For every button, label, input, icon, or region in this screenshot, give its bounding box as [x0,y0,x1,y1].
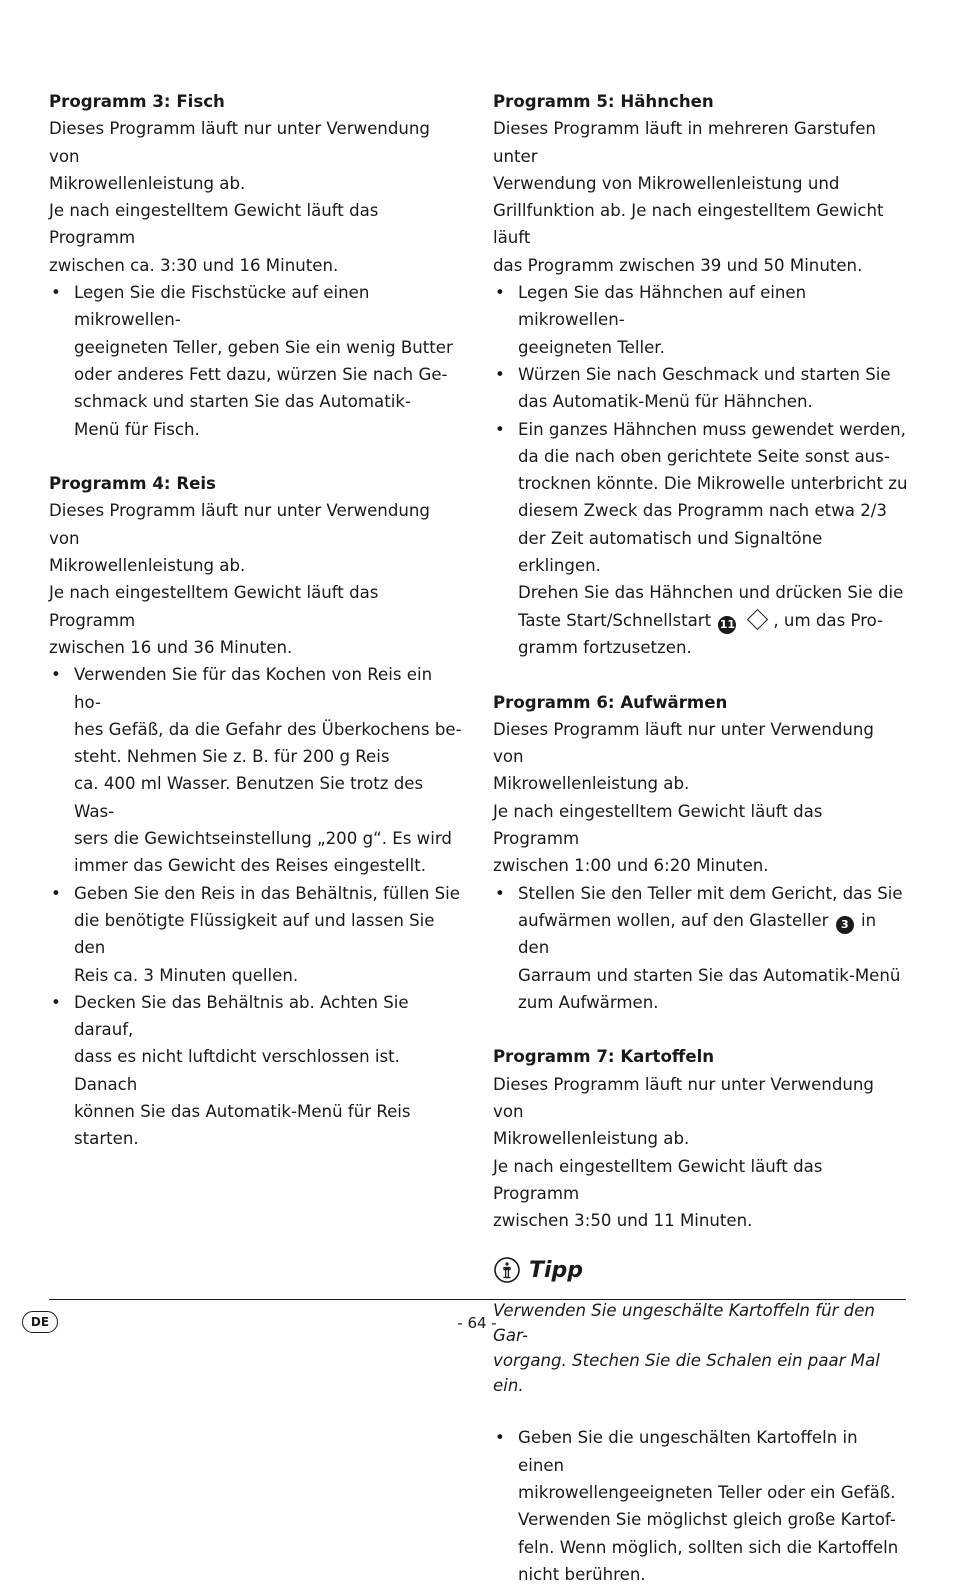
section-programm-6 [493,689,908,1017]
p6-paragraph-2 [493,798,908,880]
part-number-badge-11: 11 [718,616,736,634]
tipp-line: vorgang. Stechen Sie die Schalen ein paar Mal ein. [493,1351,880,1396]
info-icon [493,1256,521,1284]
bullet-line: Verwenden Sie für das Kochen von Reis ein ho- [74,665,433,712]
heading-programm-5: Programm 5: Hähnchen [493,92,714,111]
list-item [49,880,464,989]
bullet-line: oder anderes Fett dazu, würzen Sie nach Ge- [74,364,448,384]
p5-paragraph-1 [493,115,908,279]
p7-bullet-list [493,1424,908,1588]
bullet-line: aufwärmen wollen, auf den Glasteller [518,910,829,930]
bullet-line: Geben Sie den Reis in das Behältnis, füllen Sie [74,883,460,903]
tipp-title: Tipp [529,1257,584,1283]
page-number: - 64 - [457,1314,497,1332]
bullet-line: Geben Sie die ungeschälten Kartoffeln in einen [518,1428,858,1475]
bullet-line: Drehen Sie das Hähnchen und drücken Sie die [518,583,904,603]
section-programm-5 [493,88,908,661]
list-item [493,880,908,1016]
p6-para2-line1: Je nach eingestelltem Gewicht läuft das Programm [493,801,823,849]
list-item [493,279,908,361]
p7-para2-line1: Je nach eingestelltem Gewicht läuft das Programm [493,1156,823,1203]
part-number-badge-3: 3 [836,916,854,934]
p4-bullet-list [49,661,464,1152]
list-item [49,661,464,879]
p4-para1-line2: Mikrowellenleistung ab. [49,556,246,576]
p4-para2-line2: zwischen 16 und 36 Minuten. [49,637,293,657]
p7-paragraph-2 [493,1153,908,1235]
bullet-line: Legen Sie das Hähnchen auf einen mikrowellen- [518,283,807,330]
bullet-line: Menü für Fisch. [74,419,200,439]
p6-paragraph-1 [493,716,908,798]
bullet-line: in den [518,910,877,958]
p3-para2-line2: zwischen ca. 3:30 und 16 Minuten. [49,255,339,275]
bullet-line: geeigneten Teller. [518,337,665,357]
bullet-line: steht. Nehmen Sie z. B. für 200 g Reis [74,747,390,767]
p7-para2-line2: zwischen 3:50 und 11 Minuten. [493,1211,753,1231]
p5-para-line: das Programm zwischen 39 und 50 Minuten. [493,255,863,275]
bullet-line: Würzen Sie nach Geschmack und starten Sie [518,364,891,384]
p5-bullet-list [493,279,908,661]
heading-programm-3: Programm 3: Fisch [49,92,225,111]
bullet-line: trocknen könnte. Die Mikrowelle unterbricht zu [518,474,908,494]
p5-para-line: Dieses Programm läuft in mehreren Garstufen unter [493,119,876,166]
bullet-line: der Zeit automatisch und Signaltöne erklingen. [518,528,823,576]
bullet-line: dass es nicht luftdicht verschlossen ist. Danach [74,1047,400,1094]
bullet-line: das Automatik-Menü für Hähnchen. [518,392,813,412]
tipp-header [493,1252,908,1288]
p3-para1-line2: Mikrowellenleistung ab. [49,173,246,193]
bullet-line: Verwenden Sie möglichst gleich große Kartof- [518,1510,896,1530]
p4-para2-line1: Je nach eingestelltem Gewicht läuft das Programm [49,583,379,630]
footer-divider [49,1299,906,1300]
bullet-line: immer das Gewicht des Reises eingestellt. [74,856,427,876]
p7-paragraph-1 [493,1071,908,1153]
left-column [49,88,464,1153]
bullet-line: Ein ganzes Hähnchen muss gewendet werden, [518,419,906,439]
heading-programm-4: Programm 4: Reis [49,474,216,494]
bullet-line: Decken Sie das Behältnis ab. Achten Sie darauf, [74,992,409,1040]
bullet-line: Garraum und starten Sie das Automatik-Menü [518,965,901,985]
list-item [493,361,908,416]
bullet-line: Stellen Sie den Teller mit dem Gericht, das Sie [518,883,903,903]
section-programm-4 [49,470,464,1152]
p4-paragraph-2 [49,579,464,661]
bullet-line: gramm fortzusetzen. [518,637,692,657]
bullet-line: da die nach oben gerichtete Seite sonst aus- [518,446,890,466]
p5-para-line: Verwendung von Mikrowellenleistung und [493,173,840,193]
p5-para-line: Grillfunktion ab. Je nach eingestelltem Gewicht läuft [493,201,884,248]
bullet-line: ca. 400 ml Wasser. Benutzen Sie trotz des Was- [74,774,424,821]
list-item [49,989,464,1153]
p3-paragraph-1 [49,115,464,197]
bullet-line: , um das Pro- [773,610,884,630]
section-programm-3 [49,88,464,443]
p3-paragraph-2 [49,197,464,279]
bullet-line: zum Aufwärmen. [518,992,659,1012]
bullet-line: Reis ca. 3 Minuten quellen. [74,965,299,985]
p6-bullet-list [493,880,908,1016]
list-item [493,1424,908,1588]
bullet-line: nicht berühren. [518,1564,646,1584]
bullet-line: können Sie das Automatik-Menü für Reis starten. [74,1101,411,1149]
p3-bullet-list [49,279,464,443]
bullet-line: schmack und starten Sie das Automatik- [74,392,411,412]
bullet-line: Taste Start/Schnellstart [518,610,712,630]
language-badge: DE [22,1311,58,1333]
p7-para1-line1: Dieses Programm läuft nur unter Verwendung von [493,1074,874,1121]
p4-paragraph-1 [49,497,464,579]
bullet-line: Legen Sie die Fischstücke auf einen mikrowellen- [74,283,370,330]
bullet-line: sers die Gewichtseinstellung „200 g“. Es wird [74,829,452,849]
bullet-line: mikrowellengeeigneten Teller oder ein Gefäß. [518,1483,896,1503]
right-column [493,88,908,1588]
list-item [493,416,908,662]
bullet-line: diesem Zweck das Programm nach etwa 2/3 [518,501,887,521]
bullet-line: die benötigte Flüssigkeit auf und lassen Sie den [74,910,435,958]
p3-para1-line1: Dieses Programm läuft nur unter Verwendung von [49,119,430,166]
p3-para2-line1: Je nach eingestelltem Gewicht läuft das Programm [49,201,379,248]
p7-para1-line2: Mikrowellenleistung ab. [493,1129,690,1149]
bullet-line: feln. Wenn möglich, sollten sich die Kartoffeln [518,1537,899,1557]
p6-para1-line2: Mikrowellenleistung ab. [493,774,690,794]
start-diamond-icon [747,609,768,630]
bullet-line: geeigneten Teller, geben Sie ein wenig Butter [74,337,453,357]
bullet-line: hes Gefäß, da die Gefahr des Überkochens be- [74,719,462,739]
heading-programm-6: Programm 6: Aufwärmen [493,692,728,712]
p4-para1-line1: Dieses Programm läuft nur unter Verwendung von [49,501,430,548]
heading-programm-7: Programm 7: Kartoffeln [493,1047,715,1067]
list-item [49,279,464,443]
tipp-line: Verwenden Sie ungeschälte Kartoffeln für den Gar- [493,1301,875,1346]
p6-para2-line2: zwischen 1:00 und 6:20 Minuten. [493,856,769,876]
p6-para1-line1: Dieses Programm läuft nur unter Verwendung von [493,719,874,767]
